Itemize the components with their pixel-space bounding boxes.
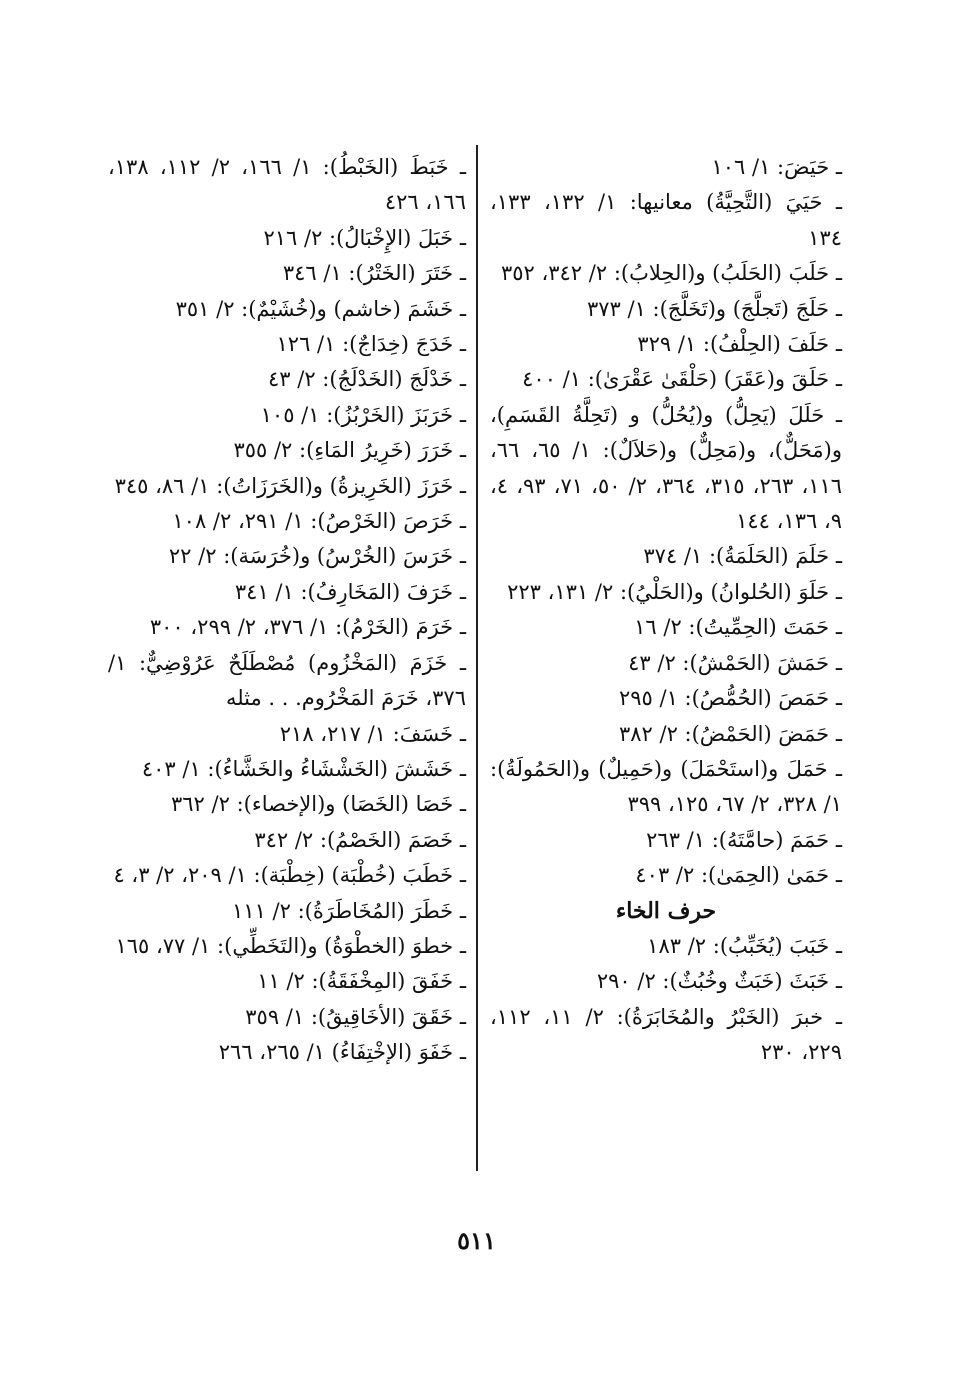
index-entry: ـ خَبَبَ (يُخَبِّبُ): ٢/ ١٨٣ — [647, 933, 842, 958]
index-entry: ـ خَفَوَ (الإخْتِفَاءُ) ١/ ٢٦٥، ٢٦٦ — [218, 1040, 466, 1065]
index-entry: ـ خَرَبَزَ (الخَرْبُزُ): ١/ ١٠٥ — [260, 402, 466, 427]
index-entry: ـ حَمَتَ (الحِمِّيتُ): ٢/ ١٦ — [634, 615, 842, 640]
index-entry: ـ خَصَا (الخَصَا) و(الإخصاء): ٢/ ٣٦٢ — [171, 792, 466, 817]
index-entry: ـ خَشَشَ (الخَشْشَاءُ والخَشَّاءُ): ١/ ٤٠٣ — [141, 756, 466, 781]
index-entry: ـ حَلَلَ (يَحِلُّ) و(يُحُلُّ) و (تَحِلَّةُ القَسَمِ)، و(مَحَلٌّ)، و(مَحِلٌّ) و(حَلاَلٌ): ١/ ٦٥، ٦٦، ١١٦، ٢٦٣، ٣١٥، ٣٦٤، ٢/ ٥٠، ٧١، ٩٣، ٤، ٩، ١٣٦، ١٤٤ — [490, 402, 843, 534]
index-entry: ـ خَرَسَ (الخُرْسُ) و(خُرَسَة): ٢/ ٢٢ — [168, 544, 466, 569]
index-entry: ـ حَمَلَ و(استَحْمَلَ) و(حَمِيلٌ) و(الحَمُولَةُ): ١/ ٣٢٨، ٢/ ٦٧، ١٢٥، ٣٩٩ — [490, 756, 842, 817]
index-entry: ـ حَيَيَ (التَّحِيَّةُ) معانيها: ١/ ١٣٢، ١٣٣، ١٣٤ — [490, 190, 842, 250]
index-entry: ـ حَمَىٰ (الحِمَىٰ): ٢/ ٤٠٣ — [635, 863, 842, 888]
index-entry: ـ خَشَمَ (خاشم) و(خُشَيْمٌ): ٢/ ٣٥١ — [175, 296, 466, 321]
index-entry: ـ خَزَمَ (المَخْزُوم) مُصْطَلَحٌ عَرُوْضِيٌّ: ١/ ٣٧٦، خَرَمَ المَخْرُوم. . . مثله — [108, 650, 466, 711]
index-entry: ـ خَسَفَ: ١/ ٢١٧، ٢١٨ — [279, 721, 466, 746]
index-entry: ـ حَمَمَ (حامَّتَهُ): ١/ ٢٦٣ — [646, 827, 842, 852]
index-entry: ـ حَلَوَ (الحُلوانُ) و(الحَلْيُ): ٢/ ١٣١، ٢٢٣ — [507, 579, 842, 604]
index-entry: ـ خَصَمَ (الخَصْمُ): ٢/ ٣٤٢ — [254, 827, 466, 852]
index-entry: ـ خطوَ (الخطْوَةُ) و(التَخَطِّي): ١/ ٧٧، ١٦٥ — [115, 933, 466, 958]
index-entry: ـ خَرَمَ (الخَرْمُ): ١/ ٣٧٦، ٢/ ٢٩٩، ٣٠٠ — [149, 615, 466, 640]
index-entry: ـ خَدَجَ (خِدَاجٌ): ١/ ١٢٦ — [276, 332, 466, 357]
section-heading: حرف الخاء — [615, 897, 717, 924]
column-divider — [476, 145, 478, 1171]
index-entry: ـ خَتَرَ (الخَتْرُ): ١/ ٣٤٦ — [282, 261, 466, 286]
index-entry: ـ خَبَطَ (الخَبْطُ): ١/ ١٦٦، ٢/ ١١٢، ١٣٨، ١٦٦، ٤٢٦ — [108, 155, 467, 215]
index-entry: ـ خَرَزَ (الخَرِيزةُ) و(الخَرَزَاتُ): ١/ ٨٦، ٣٤٥ — [114, 473, 466, 498]
index-entry: ـ حَلَقَ و(عَقَرَ) (حَلْقَىٰ عَقْرَىٰ): ١/ ٤٠٠ — [522, 367, 842, 392]
index-entry: ـ خَبَثَ (خَبَثٌ وخُبُثٌ): ٢/ ٢٩٠ — [596, 969, 842, 994]
index-entry: ـ خَرَصَ (الخَرْصُ): ١/ ٢٩١، ٢/ ١٠٨ — [172, 509, 466, 534]
page-number: ٥١١ — [457, 1226, 496, 1255]
index-entry: ـ خَطَرَ (المُخَاطَرَةُ): ٢/ ١١١ — [232, 898, 466, 923]
index-entry: ـ حَلَبَ (الحَلَبُ) و(الحِلابُ): ٢/ ٣٤٢، ٣٥٢ — [500, 261, 842, 286]
index-entry: ـ حَلَفَ (الحِلْفُ): ١/ ٣٢٩ — [637, 332, 842, 357]
index-entry: ـ حَمَصَ (الحُمُّصُ): ١/ ٢٩٥ — [618, 686, 842, 711]
index-entry: ـ خَدْلَجَ (الخَدْلَجُ): ٢/ ٤٣ — [268, 367, 466, 392]
right-column — [490, 150, 842, 1071]
index-entry: ـ خَرَفَ (المَخَارِفُ): ١/ ٣٤١ — [234, 579, 466, 604]
index-entry: ـ خَقَقَ (الأخَاقِيقُ): ١/ ٣٥٩ — [245, 1004, 466, 1029]
index-entry: ـ خبرَ (الخَبْرُ والمُخَابَرَةُ): ٢/ ١١، ١١٢، ٢٢٩، ٢٣٠ — [490, 1004, 842, 1065]
index-entry: ـ حَيَضَ: ١/ ١٠٦ — [711, 155, 842, 179]
index-entry: ـ خَبَلَ (الإِخْبَالُ): ٢/ ٢١٦ — [263, 225, 466, 250]
index-entry: ـ حَلَجَ (تَجلَّجَ) و(تَخَلَّجَ): ١/ ٣٧٣ — [586, 296, 842, 321]
index-entry: ـ خَرَرَ (خَرِيرُ المَاءِ): ٢/ ٣٥٥ — [233, 438, 466, 463]
index-entry: ـ خَطَبَ (خُطْبَة) (خِطْبَة): ١/ ٢٠٩، ٢/ ٣، ٤ — [113, 863, 466, 888]
index-entry: ـ حَلَمَ (الحَلَمَةُ): ١/ ٣٧٤ — [643, 544, 842, 569]
left-column — [108, 150, 466, 1071]
index-entry: ـ حَمَضَ (الحَمْضُ): ٢/ ٣٨٢ — [618, 721, 842, 746]
index-entry: ـ حَمَشَ (الحَمْشُ): ٢/ ٤٣ — [628, 650, 842, 675]
index-entry: ـ خَفَقَ (المِخْفَقَةُ): ٢/ ١١ — [257, 969, 466, 994]
